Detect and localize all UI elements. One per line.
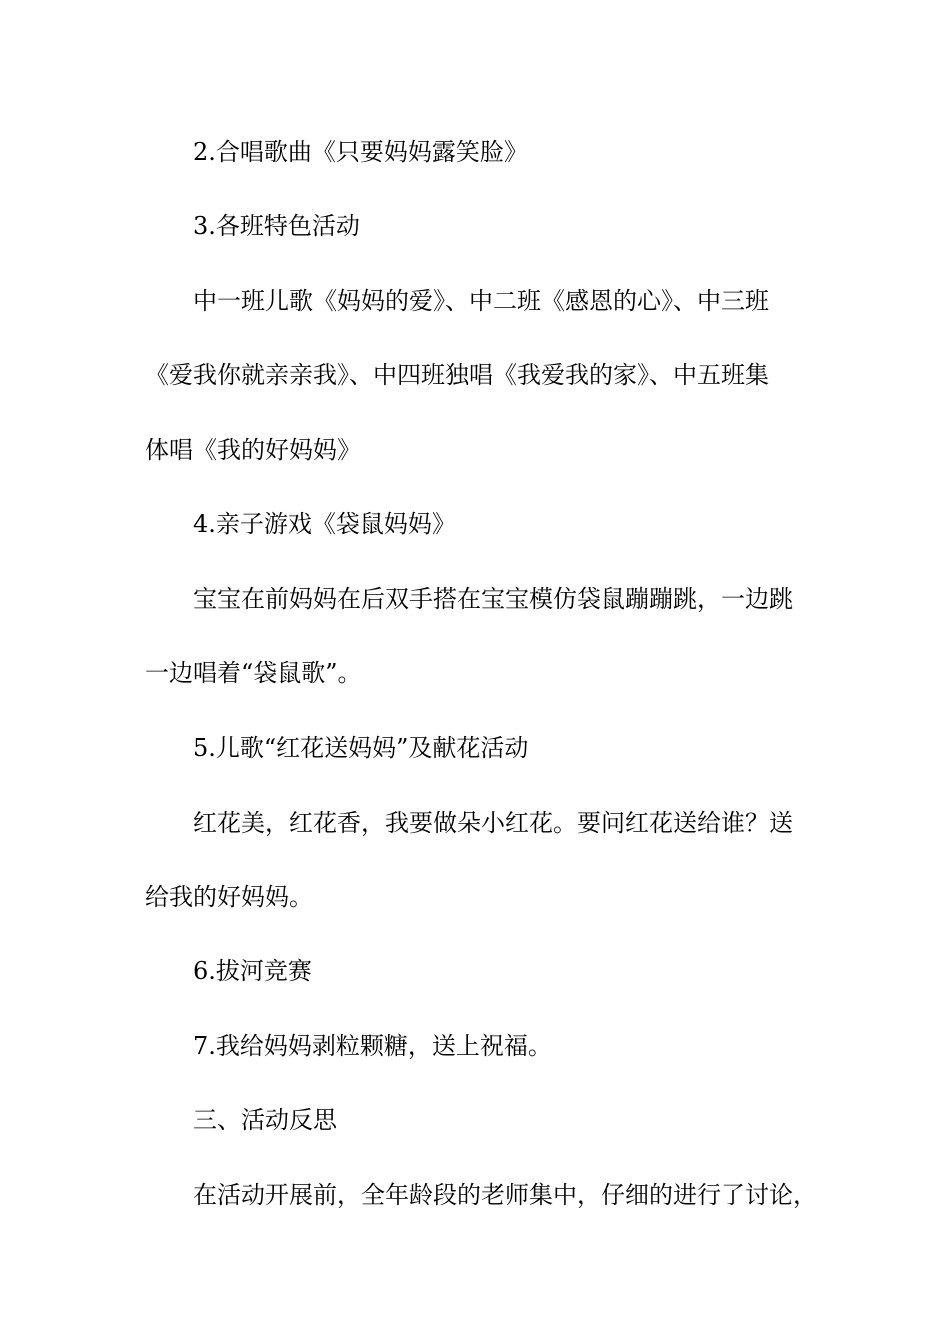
text-line-game-desc-1: 宝宝在前妈妈在后双手搭在宝宝模仿袋鼠蹦蹦跳，一边跳 <box>193 585 793 613</box>
text-line-game-desc-2: 一边唱着“袋鼠歌”。 <box>145 659 362 687</box>
text-line-flower-rhyme-2: 给我的好妈妈。 <box>145 883 313 911</box>
text-line-game-heading: 4.亲子游戏《袋鼠妈妈》 <box>193 510 456 538</box>
text-line-class-activities-heading: 3.各班特色活动 <box>193 212 360 240</box>
section-heading-reflection: 三、活动反思 <box>193 1106 337 1134</box>
text-line-class-activities-3: 体唱《我的好妈妈》 <box>145 436 361 464</box>
text-line-song-item: 2.合唱歌曲《只要妈妈露笑脸》 <box>193 138 528 166</box>
text-line-reflection-1: 在活动开展前，全年龄段的老师集中，仔细的进行了讨论， <box>193 1181 817 1209</box>
text-line-tug-of-war: 6.拔河竞赛 <box>193 957 312 985</box>
text-line-class-activities-2: 《爱我你就亲亲我》、中四班独唱《我爱我的家》、中五班集 <box>145 361 769 389</box>
text-line-flower-rhyme-1: 红花美，红花香，我要做朵小红花。要问红花送给谁？送 <box>193 809 793 837</box>
text-line-class-activities-1: 中一班儿歌《妈妈的爱》、中二班《感恩的心》、中三班 <box>193 287 769 315</box>
text-line-flower-heading: 5.儿歌“红花送妈妈”及献花活动 <box>193 734 529 762</box>
text-line-candy: 7.我给妈妈剥粒颗糖，送上祝福。 <box>193 1032 552 1060</box>
